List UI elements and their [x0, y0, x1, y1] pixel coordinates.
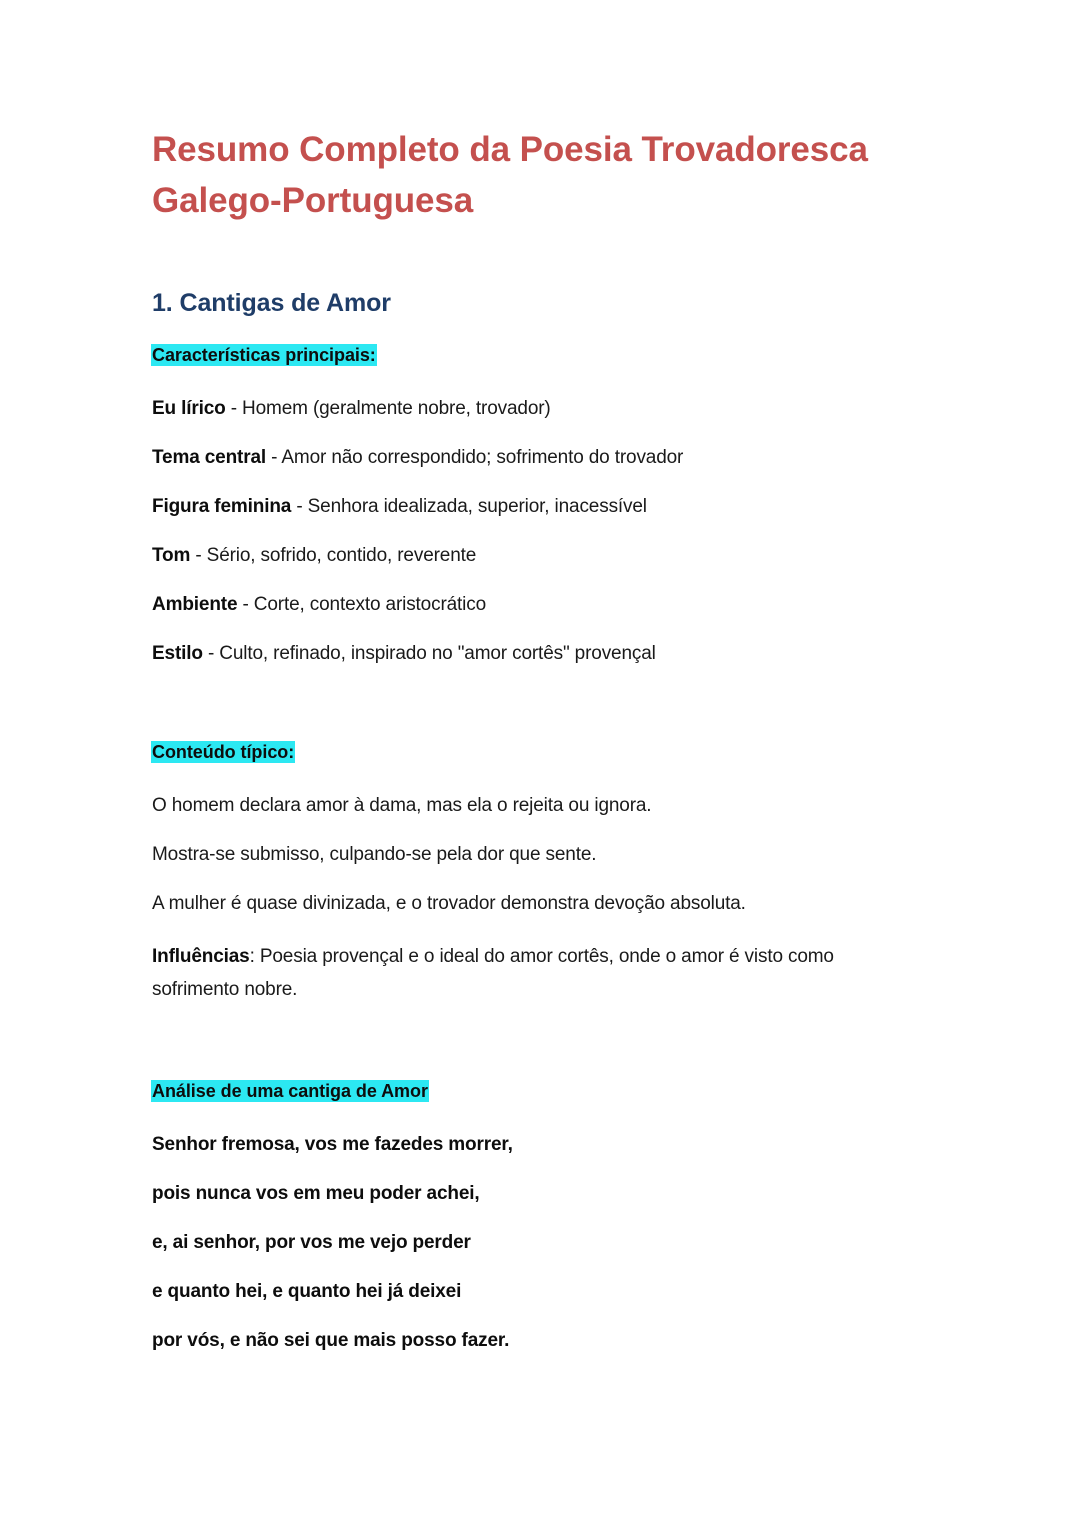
characteristic-label: Estilo — [152, 643, 203, 664]
characteristic-item — [152, 422, 882, 471]
characteristic-label: Eu lírico — [152, 398, 226, 419]
subheading-analise-cantiga — [152, 1006, 882, 1106]
content-paragraph — [152, 819, 882, 868]
subheading-conteudo-tipico — [152, 667, 882, 767]
content-text: : Poesia provençal e o ideal do amor cortês, onde o amor é visto como sofrimento nobre. — [152, 946, 834, 1000]
poem-verse: Senhor fremosa, vos me fazedes morrer, — [152, 1134, 513, 1155]
poem-verse: e, ai senhor, por vos me vejo perder — [152, 1232, 471, 1253]
content-label: Influências — [152, 946, 250, 967]
characteristic-value: - Amor não correspondido; sofrimento do trovador — [266, 447, 684, 468]
subheading-caracteristicas-principais — [152, 319, 882, 370]
section-heading-cantigas-de-amor: 1. Cantigas de Amor — [152, 289, 391, 317]
content-paragraph — [152, 767, 882, 819]
characteristic-item — [152, 618, 882, 667]
characteristic-item — [152, 569, 882, 618]
characteristic-label: Tom — [152, 545, 191, 566]
highlighted-text: Características principais: — [152, 345, 376, 365]
characteristic-value: - Corte, contexto aristocrático — [237, 594, 487, 615]
characteristic-item — [152, 520, 882, 569]
poem-verse: e quanto hei, e quanto hei já deixei — [152, 1281, 462, 1302]
poem-verse: por vós, e não sei que mais posso fazer. — [152, 1330, 510, 1351]
content-text: Mostra-se submisso, culpando-se pela dor que sente. — [152, 844, 597, 865]
content-text: A mulher é quase divinizada, e o trovador demonstra devoção absoluta. — [152, 893, 746, 914]
characteristic-value: - Sério, sofrido, contido, reverente — [190, 545, 477, 566]
characteristic-value: - Homem (geralmente nobre, trovador) — [225, 398, 551, 419]
highlighted-text: Análise de uma cantiga de Amor — [152, 1081, 428, 1101]
characteristic-value: - Culto, refinado, inspirado no "amor cortês" provençal — [202, 643, 656, 664]
characteristic-label: Tema central — [152, 447, 267, 468]
characteristic-item — [152, 471, 882, 520]
content-paragraph — [152, 917, 882, 1006]
highlighted-text: Conteúdo típico: — [152, 742, 295, 762]
characteristic-label: Ambiente — [152, 594, 238, 615]
characteristic-label: Figura feminina — [152, 496, 292, 517]
poem-verse: pois nunca vos em meu poder achei, — [152, 1183, 480, 1204]
page-title: Resumo Completo da Poesia Trovadoresca Galego-Portuguesa — [152, 130, 868, 220]
content-paragraph — [152, 868, 882, 917]
document-content — [152, 0, 882, 1353]
content-text: O homem declara amor à dama, mas ela o rejeita ou ignora. — [152, 795, 652, 816]
characteristic-value: - Senhora idealizada, superior, inacessível — [291, 496, 647, 517]
characteristic-item — [152, 370, 882, 422]
